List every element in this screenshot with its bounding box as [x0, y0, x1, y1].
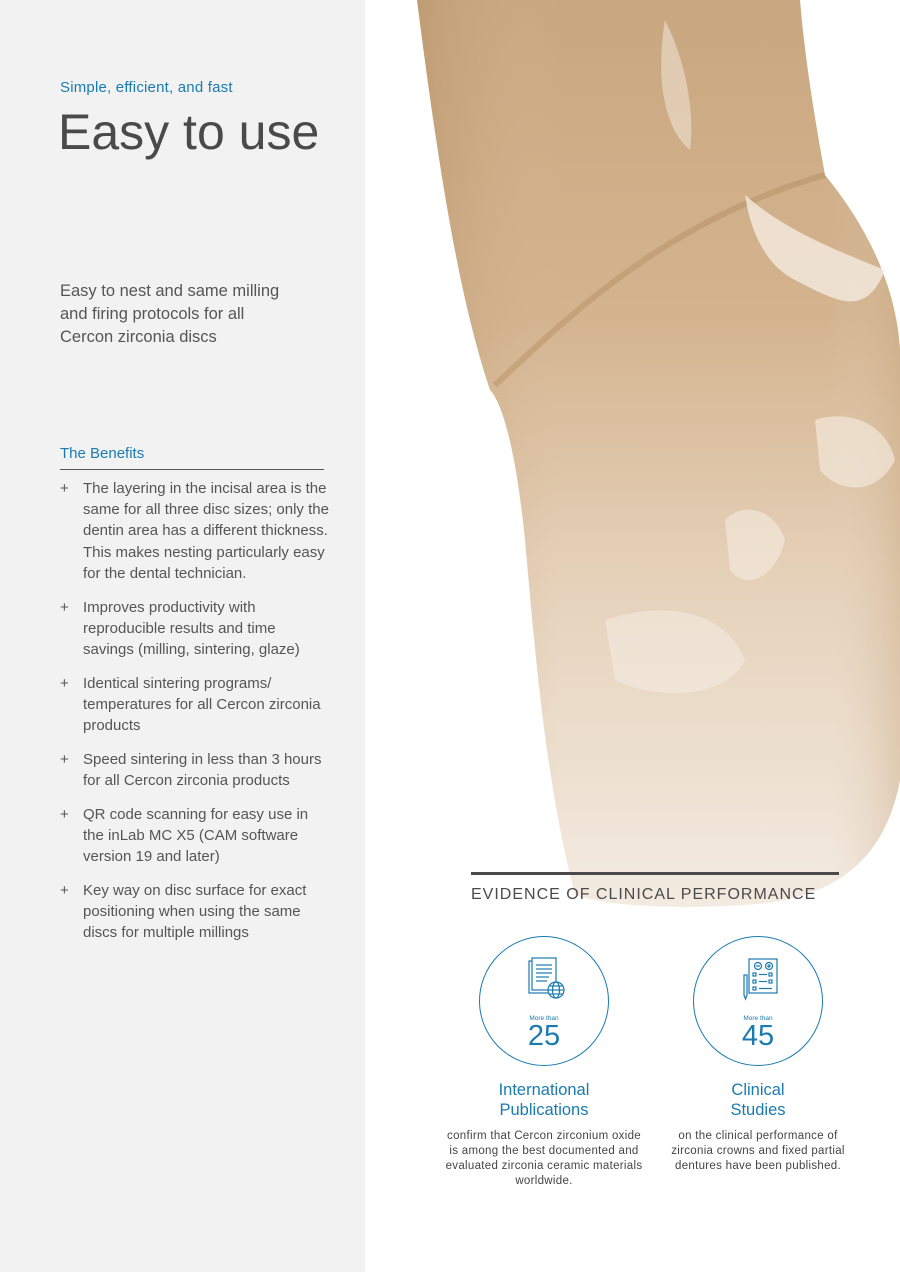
- stat-heading-line1: Clinical: [731, 1081, 785, 1099]
- stat-circle: [479, 936, 609, 1066]
- stat-number: 25: [527, 1020, 561, 1052]
- list-item: [60, 749, 330, 791]
- benefit-text: QR code scanning for easy use in the inLab MC X5 (CAM software version 19 and later): [83, 805, 309, 866]
- plus-icon: +: [60, 750, 69, 768]
- stat-number: 45: [741, 1020, 775, 1052]
- benefits-list: [60, 478, 330, 956]
- benefit-text: Identical sintering programs/ temperatures for all Cercon zirconia products: [83, 674, 321, 735]
- intro-text: Easy to nest and same milling and firing protocols for all Cercon zirconia discs: [60, 282, 280, 346]
- page-title: Easy to use: [58, 104, 320, 160]
- list-item: [60, 673, 330, 737]
- stat-prefix: More than: [743, 1015, 773, 1022]
- stat-heading-line2: Publications: [499, 1101, 589, 1119]
- document-globe-icon: [527, 957, 565, 1003]
- benefits-divider: [60, 469, 324, 470]
- list-item: [60, 880, 330, 944]
- stat-prefix: More than: [529, 1015, 559, 1022]
- stat-publications: [444, 936, 644, 1189]
- benefit-text: Speed sintering in less than 3 hours for all Cercon zirconia products: [83, 750, 322, 789]
- eyebrow-subtitle: Simple, efficient, and fast: [60, 79, 233, 96]
- stat-heading-line1: International: [498, 1081, 590, 1099]
- stat-circle: [693, 936, 823, 1066]
- stat-heading-line2: Studies: [730, 1101, 786, 1119]
- clipboard-study-icon: [741, 957, 779, 1003]
- plus-icon: +: [60, 881, 69, 899]
- benefit-text: Improves productivity with reproducible results and time savings (milling, sintering, glaze): [83, 598, 300, 658]
- list-item: [60, 804, 330, 868]
- benefit-text: The layering in the incisal area is the same for all three disc sizes; only the dentin area has a different thickness. This makes nesting particularly easy for the dental technician.: [83, 480, 329, 582]
- evidence-heading: EVIDENCE OF CLINICAL PERFORMANCE: [471, 886, 817, 903]
- evidence-divider: [471, 872, 839, 875]
- stat-heading: [658, 1080, 858, 1120]
- plus-icon: +: [60, 674, 69, 692]
- stat-description: confirm that Cercon zirconium oxide is among the best documented and evaluated zirconia ceramic materials worldwide.: [445, 1130, 643, 1187]
- stat-description: on the clinical performance of zirconia crowns and fixed partial dentures have been published.: [671, 1130, 845, 1172]
- stat-heading: [444, 1080, 644, 1120]
- benefits-heading: The Benefits: [60, 445, 145, 462]
- plus-icon: +: [60, 598, 69, 616]
- plus-icon: +: [60, 805, 69, 823]
- plus-icon: +: [60, 480, 69, 497]
- list-item: [60, 478, 330, 584]
- zirconia-crown-image: [365, 0, 900, 960]
- stat-studies: [658, 936, 858, 1174]
- benefit-text: Key way on disc surface for exact positioning when using the same discs for multiple millings: [83, 881, 307, 942]
- list-item: [60, 597, 330, 661]
